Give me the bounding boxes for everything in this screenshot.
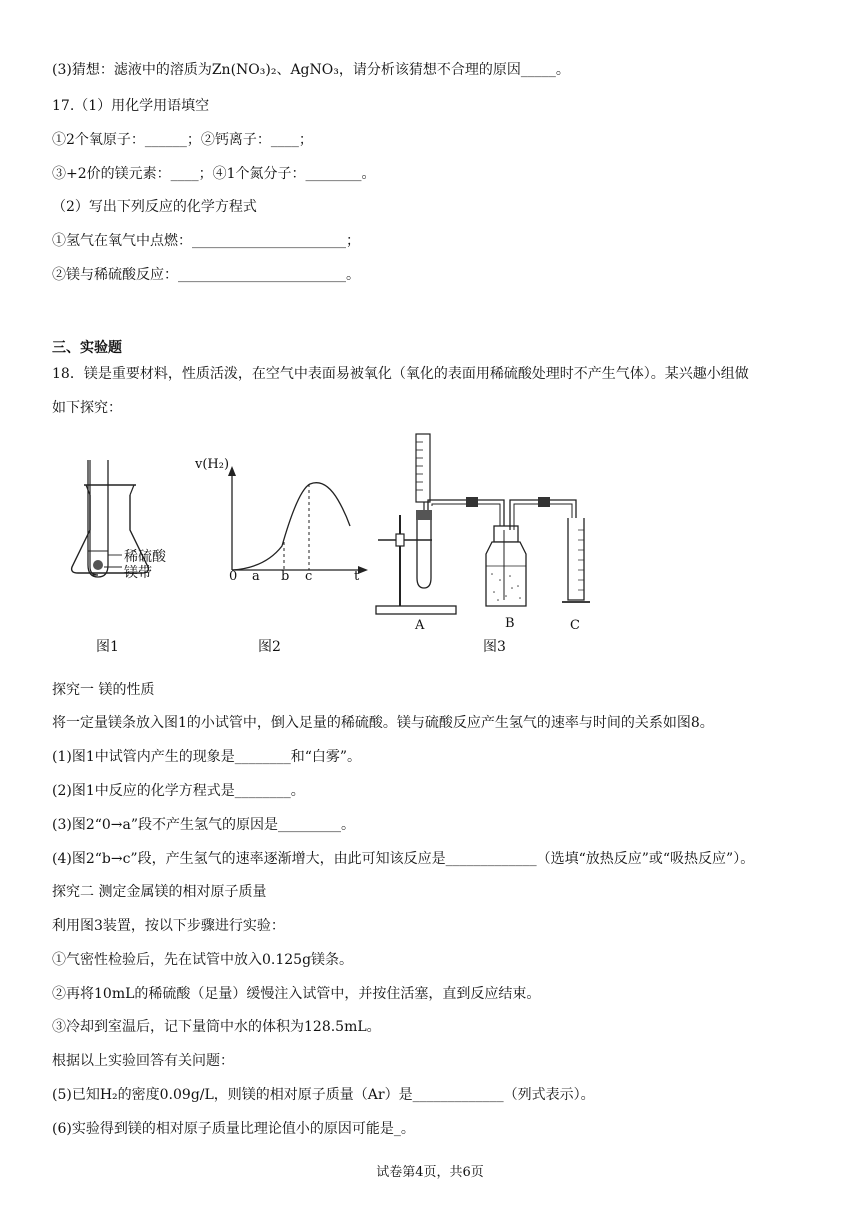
- text-line: ②镁与稀硫酸反应：________________________。: [52, 267, 360, 283]
- figure-2-tick-b: b: [281, 569, 290, 584]
- figure-1-acid-label: 稀硫酸: [124, 549, 166, 565]
- text-line: 根据以上实验回答有关问题：: [52, 1053, 234, 1069]
- figure-2-tick-t: t: [354, 569, 360, 584]
- text-line: (3)猜想：滤液中的溶质为Zn(NO₃)₂、AgNO₃，请分析该猜想不合理的原因_____。: [52, 62, 570, 78]
- page-footer: 试卷第4页，共6页: [376, 1165, 484, 1180]
- figure-1-mg-label: 镁带: [124, 565, 152, 581]
- text-line: 将一定量镁条放入图1的小试管中，倒入足量的稀硫酸。镁与硫酸反应产生氢气的速率与时间的关系如图8。: [52, 715, 714, 731]
- figure-3-apparatus: [370, 430, 610, 620]
- text-line: (5)已知H₂的密度0.09g/L，则镁的相对原子质量（Ar）是_____________（列式表示）。: [52, 1087, 595, 1103]
- text-line: (6)实验得到镁的相对原子质量比理论值小的原因可能是_。: [52, 1121, 415, 1137]
- text-line: 如下探究：: [52, 400, 122, 416]
- figure-3-label-b: B: [505, 616, 515, 631]
- figure-3-caption: 图3: [483, 639, 506, 655]
- figure-2-tick-c: c: [305, 569, 313, 584]
- figure-3-label-c: C: [570, 618, 580, 633]
- figure-2-tick-a: a: [252, 569, 260, 584]
- text-line: 利用图3装置，按以下步骤进行实验：: [52, 918, 285, 934]
- text-line: ③冷却到室温后，记下量筒中水的体积为128.5mL。: [52, 1019, 381, 1035]
- figure-2-caption: 图2: [258, 639, 281, 655]
- figure-1-caption: 图1: [96, 639, 119, 655]
- text-line: (2)图1中反应的化学方程式是________。: [52, 783, 305, 799]
- question-18-intro: 18．镁是重要材料，性质活泼，在空气中表面易被氧化（氧化的表面用稀硫酸处理时不产生气体）。某兴趣小组做: [52, 366, 749, 382]
- subsection-heading: 探究二 测定金属镁的相对原子质量: [52, 884, 267, 900]
- text-line: ①2个氧原子：______；②钙离子：____；: [52, 132, 313, 148]
- question-17-title: 17.（1）用化学用语填空: [52, 98, 210, 114]
- subsection-heading: 探究一 镁的性质: [52, 682, 155, 698]
- text-line: ③+2价的镁元素：____；④1个氮分子：________。: [52, 166, 376, 182]
- figure-3-label-a: A: [415, 618, 425, 633]
- text-line: （2）写出下列反应的化学方程式: [52, 199, 257, 215]
- text-line: (3)图2“0→a”段不产生氢气的原因是_________。: [52, 817, 356, 833]
- section-heading: 三、实验题: [52, 340, 122, 356]
- figure-2-ylabel: v(H₂): [195, 457, 230, 472]
- figure-2-tick-0: 0: [229, 569, 238, 584]
- text-line: ①氢气在氧气中点燃：______________________；: [52, 233, 360, 249]
- text-line: ①气密性检验后，先在试管中放入0.125g镁条。: [52, 952, 354, 968]
- text-line: ②再将10mL的稀硫酸（足量）缓慢注入试管中，并按住活塞，直到反应结束。: [52, 986, 541, 1002]
- text-line: (4)图2“b→c”段，产生氢气的速率逐渐增大，由此可知该反应是_____________（选填“放热反应”或“吸热反应”）。: [52, 851, 755, 867]
- text-line: (1)图1中试管内产生的现象是________和“白雾”。: [52, 749, 362, 765]
